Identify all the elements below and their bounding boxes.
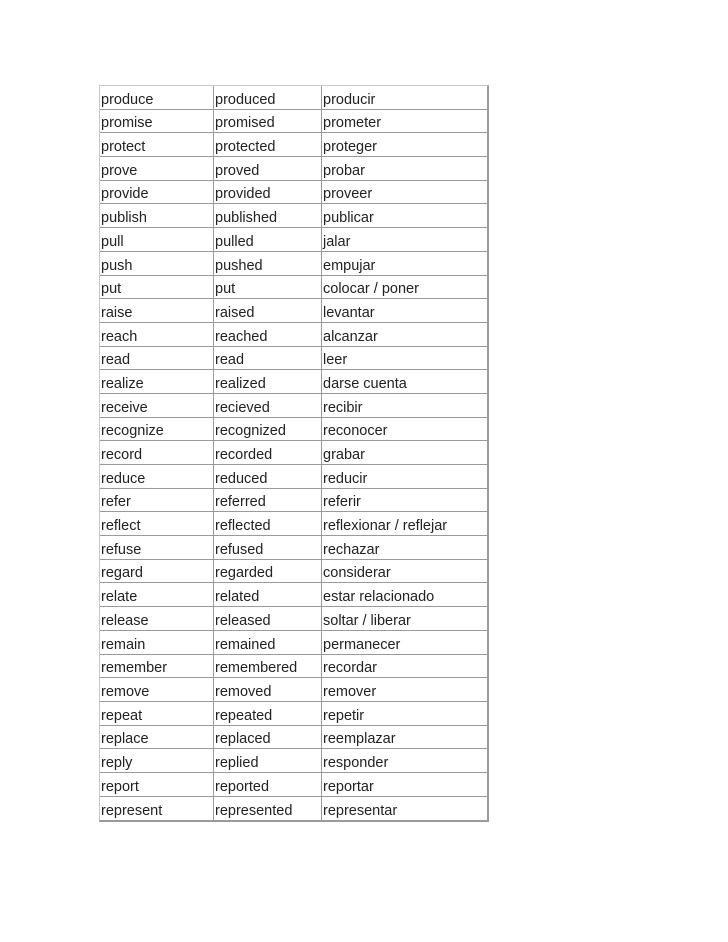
table-row: [100, 394, 487, 418]
base-form-cell: remember: [100, 655, 214, 679]
translation-cell: remover: [322, 678, 487, 702]
table-row: [100, 204, 487, 228]
base-form-cell: repeat: [100, 702, 214, 726]
base-form-cell: receive: [100, 394, 214, 418]
base-form-cell: raise: [100, 299, 214, 323]
verb-table-body: [100, 86, 487, 820]
base-form-cell: put: [100, 276, 214, 300]
base-form-cell: pull: [100, 228, 214, 252]
translation-cell: darse cuenta: [322, 370, 487, 394]
table-row: [100, 86, 487, 110]
translation-cell: colocar / poner: [322, 276, 487, 300]
translation-cell: considerar: [322, 560, 487, 584]
table-row: [100, 228, 487, 252]
table-row: [100, 347, 487, 371]
past-form-cell: provided: [214, 181, 322, 205]
translation-cell: reflexionar / reflejar: [322, 512, 487, 536]
table-row: [100, 323, 487, 347]
table-row: [100, 441, 487, 465]
translation-cell: empujar: [322, 252, 487, 276]
base-form-cell: read: [100, 347, 214, 371]
translation-cell: levantar: [322, 299, 487, 323]
table-row: [100, 252, 487, 276]
table-row: [100, 560, 487, 584]
translation-cell: representar: [323, 803, 398, 820]
translation-cell: reconocer: [322, 418, 487, 442]
translation-cell: recordar: [322, 655, 487, 679]
base-form-cell: record: [100, 441, 214, 465]
table-row: [100, 536, 487, 560]
past-form-cell: refused: [214, 536, 322, 560]
translation-cell: probar: [322, 157, 487, 181]
translation-cell: publicar: [322, 204, 487, 228]
base-form-cell: report: [100, 773, 214, 797]
past-form-cell: put: [214, 276, 322, 300]
base-form-cell: reflect: [100, 512, 214, 536]
translation-cell: permanecer: [322, 631, 487, 655]
translation-cell: reducir: [322, 465, 487, 489]
past-form-cell: remained: [214, 631, 322, 655]
base-form-cell: publish: [100, 204, 214, 228]
table-row: [100, 749, 487, 773]
base-form-cell: refuse: [100, 536, 214, 560]
table-row: [100, 418, 487, 442]
table-row: [100, 181, 487, 205]
translation-cell: proveer: [322, 181, 487, 205]
table-row: [100, 157, 487, 181]
base-form-cell: protect: [100, 133, 214, 157]
past-form-cell: reported: [214, 773, 322, 797]
table-row: [100, 773, 487, 797]
table-row: [100, 655, 487, 679]
base-form-cell: recognize: [100, 418, 214, 442]
translation-cell: reemplazar: [322, 726, 487, 750]
table-row: [100, 133, 487, 157]
verb-table: [99, 85, 489, 822]
translation-cell: reportar: [322, 773, 487, 797]
past-form-cell: promised: [214, 110, 322, 134]
table-row: [100, 276, 487, 300]
table-row: [100, 110, 487, 134]
past-form-cell: realized: [214, 370, 322, 394]
base-form-cell: relate: [100, 583, 214, 607]
table-row: [100, 726, 487, 750]
table-row: [100, 489, 487, 513]
base-form-cell: remain: [100, 631, 214, 655]
table-row: [100, 678, 487, 702]
table-row: [100, 465, 487, 489]
translation-cell: prometer: [322, 110, 487, 134]
base-form-cell: push: [100, 252, 214, 276]
past-form-cell: recognized: [214, 418, 322, 442]
table-row: [100, 797, 487, 821]
base-form-cell: realize: [100, 370, 214, 394]
past-form-cell: released: [214, 607, 322, 631]
base-form-cell: reduce: [100, 465, 214, 489]
translation-cell: recibir: [322, 394, 487, 418]
table-row: [100, 583, 487, 607]
past-form-cell: raised: [214, 299, 322, 323]
past-form-cell: remembered: [214, 655, 322, 679]
base-form-cell: remove: [100, 678, 214, 702]
past-form-cell: reflected: [214, 512, 322, 536]
translation-cell: jalar: [322, 228, 487, 252]
base-form-cell: release: [100, 607, 214, 631]
past-form-cell: read: [214, 347, 322, 371]
past-form-cell: related: [214, 583, 322, 607]
past-form-cell: published: [214, 204, 322, 228]
base-form-cell: represent: [100, 797, 214, 821]
translation-cell: soltar / liberar: [322, 607, 487, 631]
base-form-cell: produce: [100, 86, 214, 110]
past-form-cell: recorded: [214, 441, 322, 465]
translation-cell: grabar: [322, 441, 487, 465]
table-row: [100, 607, 487, 631]
table-row: [100, 702, 487, 726]
base-form-cell: prove: [100, 157, 214, 181]
past-form-cell: replied: [214, 749, 322, 773]
translation-cell: proteger: [322, 133, 487, 157]
past-form-cell: represented: [214, 797, 322, 821]
base-form-cell: reply: [100, 749, 214, 773]
translation-cell: responder: [322, 749, 487, 773]
table-row: [100, 370, 487, 394]
translation-cell: rechazar: [322, 536, 487, 560]
past-form-cell: recieved: [214, 394, 322, 418]
base-form-cell: replace: [100, 726, 214, 750]
translation-cell: referir: [322, 489, 487, 513]
base-form-cell: reach: [100, 323, 214, 347]
past-form-cell: protected: [214, 133, 322, 157]
translation-cell: repetir: [322, 702, 487, 726]
translation-cell: alcanzar: [322, 323, 487, 347]
base-form-cell: provide: [100, 181, 214, 205]
past-form-cell: repeated: [214, 702, 322, 726]
base-form-cell: promise: [100, 110, 214, 134]
past-form-cell: reached: [214, 323, 322, 347]
translation-cell: estar relacionado: [322, 583, 487, 607]
past-form-cell: replaced: [214, 726, 322, 750]
translation-cell: producir: [322, 86, 487, 110]
past-form-cell: regarded: [214, 560, 322, 584]
table-row: [100, 631, 487, 655]
past-form-cell: produced: [214, 86, 322, 110]
base-form-cell: refer: [100, 489, 214, 513]
past-form-cell: pulled: [214, 228, 322, 252]
past-form-cell: removed: [214, 678, 322, 702]
past-form-cell: referred: [214, 489, 322, 513]
past-form-cell: reduced: [214, 465, 322, 489]
table-row: [100, 299, 487, 323]
table-row: [100, 512, 487, 536]
base-form-cell: regard: [100, 560, 214, 584]
past-form-cell: proved: [214, 157, 322, 181]
past-form-cell: pushed: [214, 252, 322, 276]
translation-cell: leer: [322, 347, 487, 371]
